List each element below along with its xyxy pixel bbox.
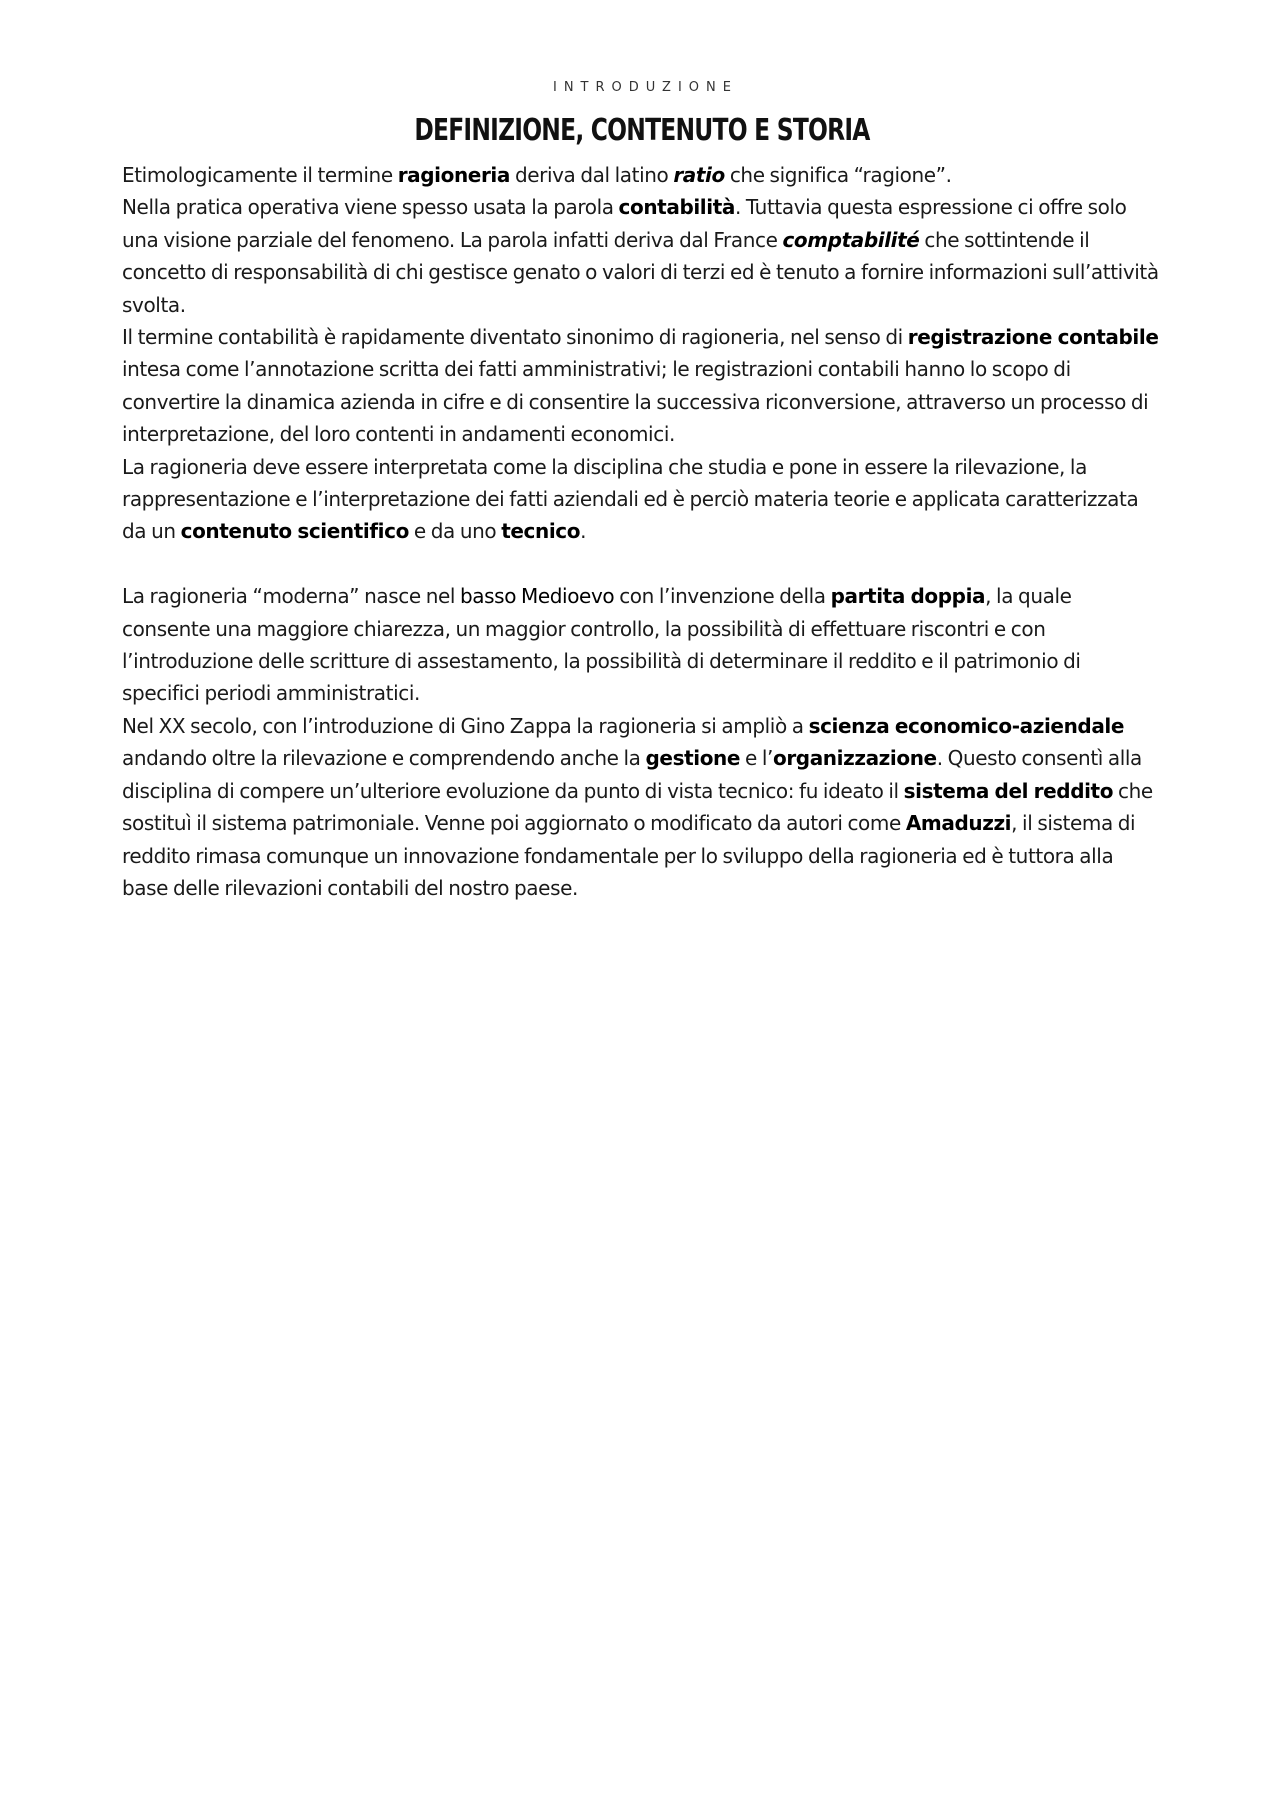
paragraph-storia: La ragioneria “moderna” nasce nel basso Medioevo con l’invenzione della partita doppia, la quale consente una maggiore chiarezza, un maggior controllo, la possibilità di effettuare riscontri e con l’introduzione delle scritture di assestamento, la possibilità di determinare il reddito e il patrimonio di specifici periodi amministratici. [122, 584, 1081, 706]
term-contabilita: contabilità [618, 195, 735, 220]
term-contenuto-scientifico: contenuto scientifico [180, 519, 409, 544]
paragraph-disciplina: La ragioneria deve essere interpretata come la disciplina che studia e pone in essere la rilevazione, la rappresentazione e l’interpretazione dei fatti aziendali ed è perciò materia teorie e applicata caratterizzata da un contenuto scientifico e da uno tecnico. [122, 454, 1139, 544]
term-ragioneria: ragioneria [397, 163, 510, 187]
term-comptabilite: comptabilité [782, 227, 920, 252]
section-label: INTRODUZIONE [553, 80, 738, 95]
paragraph-contabilita: Nella pratica operativa viene spesso usata la parola contabilità. Tuttavia questa espressione ci offre solo una visione parziale del fenomeno. La parola infatti deriva dal France comptabilité che sottintende il concetto di responsabilità di chi gestisce genato o valori di terzi ed è tenuto a fornire informazioni sull’attività svolta. [122, 195, 1159, 317]
term-organizzazione: organizzazione [772, 746, 937, 771]
body-text [122, 159, 1162, 904]
term-amaduzzi: Amaduzzi [905, 811, 1012, 836]
term-scienza-economico-aziendale: scienza economico-aziendale [808, 713, 1125, 738]
paragraph-etymology: Etimologicamente il termine ragioneria deriva dal latino ratio che significa “ragione”. [122, 163, 952, 187]
term-tecnico: tecnico [501, 519, 581, 544]
term-partita-doppia: partita doppia [830, 584, 986, 609]
paragraph-registrazione: Il termine contabilità è rapidamente diventato sinonimo di ragioneria, nel senso di registrazione contabile intesa come l’annotazione scritta dei fatti amministrativi; le registrazioni contabili hanno lo scopo di convertire la dinamica azienda in cifre e di consentire la successiva riconversione, attraverso un processo di interpretazione, del loro contenti in andamenti economici. [122, 325, 1159, 447]
term-registrazione-contabile: registrazione contabile [907, 325, 1159, 350]
page-title: DEFINIZIONE, CONTENUTO E STORIA [414, 113, 870, 148]
term-ratio: ratio [673, 163, 725, 187]
paragraph-zappa: Nel XX secolo, con l’introduzione di Gino Zappa la ragioneria si ampliò a scienza economico-aziendale andando oltre la rilevazione e comprendendo anche la gestione e l’organizzazione. Questo consentì alla disciplina di compere un’ulteriore evoluzione da punto di vista tecnico: fu ideato il sistema del reddito che sostituì il sistema patrimoniale. Venne poi aggiornato o modificato da autori come Amaduzzi, il sistema di reddito rimasa comunque un innovazione fondamentale per lo sviluppo della ragioneria ed è tuttora alla base delle rilevazioni contabili del nostro paese. [122, 713, 1153, 900]
term-basso-medioevo: basso Medioevo [460, 584, 615, 609]
paragraph-spacer [122, 548, 1162, 580]
term-gestione: gestione [645, 746, 741, 771]
term-sistema-del-reddito: sistema del reddito [903, 778, 1114, 803]
